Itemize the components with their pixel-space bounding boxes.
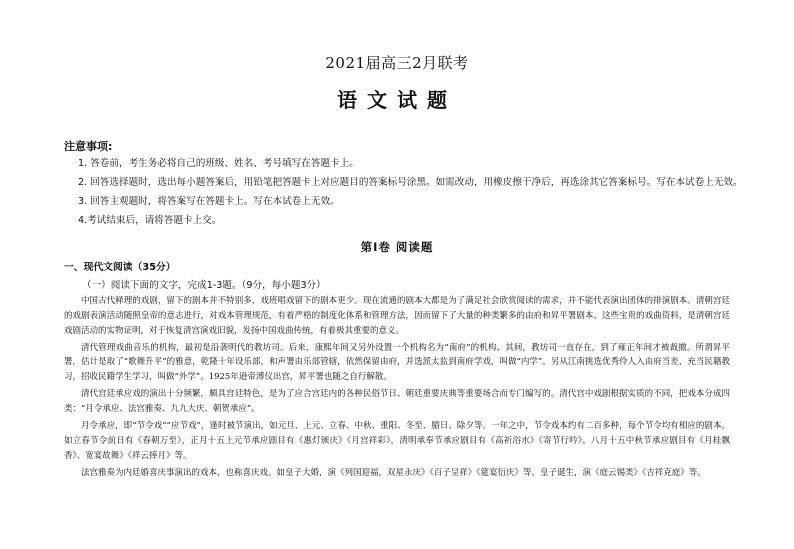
passage-paragraph: 清代宫廷承应戏的演出十分频繁，颇具宫廷特色，是为了应合宫廷内的各种民俗节日、朝廷重要庆典等重要场合而专门编写的。清代宫中戏剧根据实质的不同，把戏本分成四类：“月令承应、法宫雅奏、九九大庆、朝贺承应”。 <box>64 389 730 414</box>
notice-list <box>78 154 778 230</box>
notice-item: 2. 回答选择题时，选出每小题答案后，用铅笔把答题卡上对应题目的答案标号涂黑。如需改动，用橡皮擦干净后，再选涂其它答案标号。写在本试卷上无效。 <box>78 177 743 188</box>
section-heading: 一、现代文阅读（35分） <box>64 262 176 273</box>
notice-item: 4.考试结束后，请将答题卡上交。 <box>78 215 222 226</box>
notice-item: 1. 答卷前，考生务必将自己的班级、姓名、考号填写在答题卡上。 <box>78 158 359 169</box>
exam-title: 2021届高三2月联考 <box>325 54 469 72</box>
passage-paragraph: 月令承应，即“节令戏”“应节戏”，逢时被节演出，如元旦、上元、立春、中秋、重阳、冬至、腊日、除夕等。一年之中，节令戏本约有二百多种，每个节令均有相应的剧本。如立春节令前日有《春朝万至》，正月十五上元节承应剧目有《惠灯颁庆》《月宫祥彩》，清明承奉节承应剧目有《高祈浴水》《寄节行吟》。八月十五中秋节承应剧目有《月桂飘香》、宽宴故舞》《祥云捧月》等。 <box>64 420 730 461</box>
passage-paragraph: 中国古代释理的戏剧，留下的剧本并不特别多，戏班唱戏留下的剧本更少。现在流通的剧本大都是为了满足社会欣赏阅读的需求，并不能代表演出团体的排演剧本。清朝宫廷的戏剧表演活动随照皇帝的意志进行，对戏本管理规范，有着严格的制度化体系和管理方法，因而留下了大量的种类繁多的由府和昇平署剧本。这些宝贵的戏曲资料，是清朝宫廷戏剧活动的实物证明，对于恢复清宫演戏旧貌，发扬中国戏曲传统，有着极其重要的意义。 <box>64 296 730 336</box>
reading-passage <box>64 294 730 483</box>
passage-paragraph: 法宫雅奏为内廷婚喜庆事演出的戏本，也称喜庆戏。如皇子大婚，演《列国迎福，双星永庆》《百子呈祥》《筵宴衍庆》等。皇子诞生，演《庭云锡类》《吉祥克庭》等。 <box>81 467 706 478</box>
sub-instruction: （一）阅读下面的文字，完成1-3题。（9分，每小题3分） <box>82 280 326 291</box>
notice-heading: 注意事项: <box>64 140 113 153</box>
notice-item: 3. 回答主观题时，将答案写在答题卡上。写在本试卷上无效。 <box>78 196 340 207</box>
subject-title: 语文试题 <box>337 88 457 112</box>
passage-paragraph: 清代管理戏曲音乐的机构，最初是沿袭明代的教坊司。后来，康熙年间又另外设置一个机构名为“南府”的机构。其间，教坊司一直存在，到了雍正年间才被裁撤。所谓昇平署，估计是取了“歌舞升平”的雅意，乾隆十年设乐部，和声署由乐部管辖，依然保留由府，并选派太监到南府学戏，叫做“内学”。另从江南挑选优秀伶人入由府当差，充当民籍教习，招收民籍学生学习，叫做“外学”。1925年逊帝溥仪出宫，昇平署也随之自行解散。 <box>64 342 730 383</box>
part-title: 第Ⅰ卷 阅读题 <box>360 240 434 254</box>
